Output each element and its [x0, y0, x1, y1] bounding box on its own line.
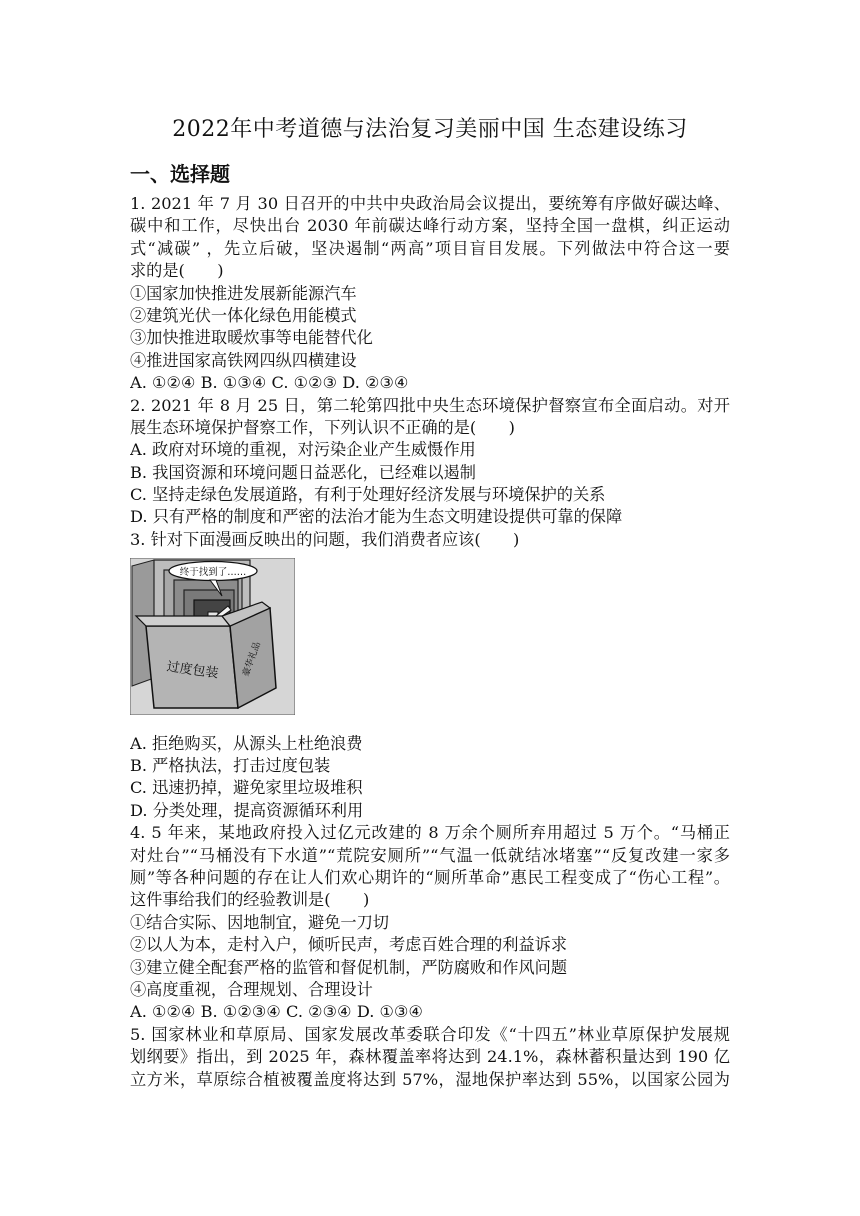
question-1-item: ④推进国家高铁网四纵四横建设 [130, 350, 357, 370]
question-1 [130, 193, 730, 395]
question-4-options: A. ①②④ B. ①②③④ C. ②③④ D. ①③④ [130, 1002, 424, 1022]
question-5-stem-line: 5. 国家林业和草原局、国家发展改革委联合印发《“十四五”林业草原保护发展规 [130, 1024, 730, 1044]
question-2-stem-line: 2. 2021 年 8 月 25 日，第二轮第四批中央生态环境保护督察宣布全面启动。对开 [130, 395, 730, 415]
question-2-stem-line: 展生态环境保护督察工作，下列认识不正确的是( ) [130, 417, 515, 437]
question-2-option-b: B. 我国资源和环境问题日益恶化，已经难以遏制 [130, 462, 476, 482]
question-4-item: ①结合实际、因地制宜，避免一刀切 [130, 912, 389, 932]
question-1-stem-line: 碳中和工作，尽快出台 2030 年前碳达峰行动方案，坚持全国一盘棋，纠正运动 [130, 216, 730, 236]
overpackaging-cartoon [130, 558, 295, 715]
question-1-item: ①国家加快推进发展新能源汽车 [130, 283, 357, 303]
document-title: 2022年中考道德与法治复习美丽中国 生态建设练习 [172, 117, 688, 142]
question-1-stem-line: 1. 2021 年 7 月 30 日召开的中共中央政治局会议提出，要统筹有序做好碳达峰、 [130, 194, 730, 213]
question-4-stem-line: 厕”等各种问题的存在让人们欢心期许的“厕所革命”惠民工程变成了“伤心工程”。 [130, 868, 730, 887]
question-1-stem-line: 求的是( ) [130, 261, 224, 281]
cartoon-box-side-label: 豪华礼品 [241, 640, 263, 679]
question-3-option-b: B. 严格执法，打击过度包装 [130, 756, 331, 776]
question-3-stem: 3. 针对下面漫画反映出的问题，我们消费者应该( ) [130, 529, 520, 549]
question-5-stem-line: 划纲要》指出，到 2025 年，森林覆盖率将达到 24.1%，森林蓄积量达到 190 亿 [130, 1047, 730, 1067]
question-4-stem-line: 这件事给我们的经验教训是( ) [130, 890, 370, 910]
question-5-stem-line: 立方米，草原综合植被覆盖度将达到 57%，湿地保护率达到 55%，以国家公园为 [130, 1069, 730, 1089]
question-2-option-c: C. 坚持走绿色发展道路，有利于处理好经济发展与环境保护的关系 [130, 485, 606, 505]
question-4-item: ④高度重视，合理规划、合理设计 [130, 979, 373, 999]
question-4-stem-line: 4. 5 年来，某地政府投入过亿元改建的 8 万余个厕所弃用超过 5 万个。“马桶正 [130, 823, 730, 843]
question-4-item: ③建立健全配套严格的监管和督促机制，严防腐败和作风问题 [130, 957, 568, 977]
question-1-options: A. ①②④ B. ①③④ C. ①②③ D. ②③④ [130, 373, 409, 393]
question-1-stem-line: 式“减碳” ，先立后破，坚决遏制“两高”项目盲目发展。下列做法中符合这一要 [130, 238, 730, 258]
question-1-item: ②建筑光伏一体化绿色用能模式 [130, 305, 357, 325]
question-1-item: ③加快推进取暖炊事等电能替代化 [130, 328, 373, 348]
question-5 [130, 1024, 730, 1091]
question-4 [130, 822, 730, 1024]
question-4-stem-line: 对灶台”“马桶没有下水道”“荒院安厕所”“气温一低就结冰堵塞”“反复改建一家多 [130, 845, 730, 865]
questions-content [130, 193, 730, 1091]
question-2 [130, 395, 730, 529]
question-3-option-d: D. 分类处理，提高资源循环利用 [130, 800, 364, 820]
cartoon-speech-text: 终于找到了…… [179, 567, 247, 579]
cartoon-box-front-label: 过度包装 [165, 659, 220, 682]
question-3 [130, 529, 730, 822]
question-3-option-a: A. 拒绝购买，从源头上杜绝浪费 [130, 733, 363, 753]
section-heading: 一、选择题 [130, 162, 230, 186]
question-2-option-d: D. 只有严格的制度和严密的法治才能为生态文明建设提供可靠的保障 [130, 507, 623, 527]
question-4-item: ②以人为本，走村入户，倾听民声，考虑百姓合理的利益诉求 [130, 935, 568, 955]
question-2-option-a: A. 政府对环境的重视，对污染企业产生威慑作用 [130, 440, 476, 460]
question-3-option-c: C. 迅速扔掉，避免家里垃圾堆积 [130, 778, 363, 798]
